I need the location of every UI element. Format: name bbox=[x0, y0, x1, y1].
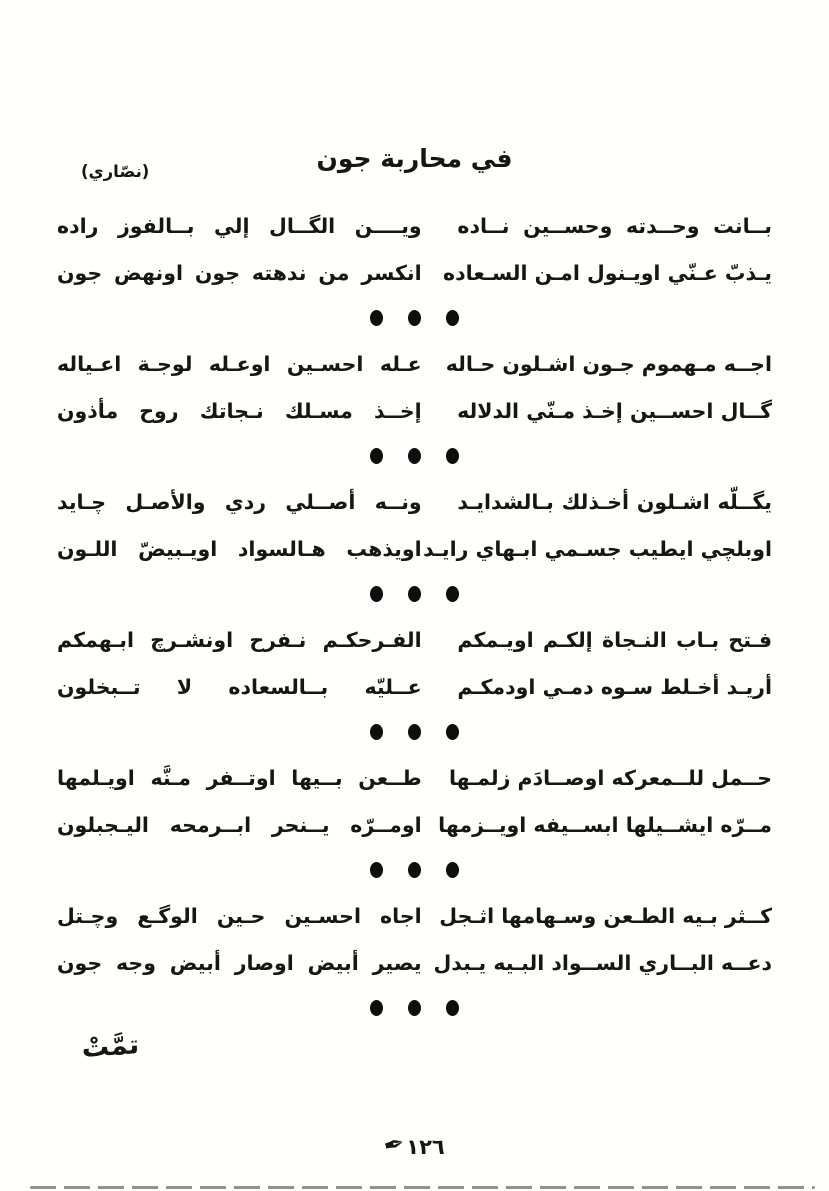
separator-dot-icon bbox=[370, 862, 383, 878]
verse-line bbox=[57, 387, 772, 434]
ajuz-hemistich: اومــرّه يــنحر ابــرمحه اليـجبلون bbox=[57, 812, 422, 837]
ajuz-hemistich: عــليّه بــالسعاده لا تــبخلون bbox=[57, 674, 422, 699]
verse-line bbox=[57, 202, 772, 249]
stanza bbox=[57, 202, 772, 296]
page-header bbox=[57, 144, 772, 202]
separator-dot-icon bbox=[408, 862, 421, 878]
stanza bbox=[57, 340, 772, 434]
verse-line bbox=[57, 340, 772, 387]
verse-line bbox=[57, 939, 772, 986]
verse-line bbox=[57, 249, 772, 296]
ajuz-hemistich: عـله احسـين اوعـله لوجـة اعـياله bbox=[57, 351, 422, 376]
verse-line bbox=[57, 616, 772, 663]
verse-line bbox=[57, 801, 772, 848]
stanza-separator bbox=[57, 434, 772, 478]
stanza-separator bbox=[57, 296, 772, 340]
verse-line bbox=[57, 892, 772, 939]
sadr-hemistich: يـذبّ عـنّي اويـنول امـن السـعاده bbox=[443, 260, 772, 285]
page-number: ١٢٦ bbox=[406, 1134, 445, 1159]
separator-dot-icon bbox=[408, 586, 421, 602]
sadr-hemistich: اوبلچي ايطيب جسـمي ابـهاي رايـد bbox=[423, 536, 772, 561]
stanza bbox=[57, 754, 772, 848]
separator-dot-icon bbox=[408, 724, 421, 740]
ajuz-hemistich: ونــه أصــلي ردي والأصـل چـايد bbox=[57, 489, 422, 514]
separator-dot-icon bbox=[446, 586, 459, 602]
sadr-hemistich: دعــه البــاري الســواد البـيه يـبدل bbox=[433, 950, 772, 975]
ajuz-hemistich: اويذهب هـالسواد اويـبيضّ اللـون bbox=[57, 536, 422, 561]
sadr-hemistich: أريـد أخـلط سـوه دمـي اودمكـم bbox=[457, 674, 772, 699]
separator-dot-icon bbox=[446, 724, 459, 740]
stanza-separator bbox=[57, 710, 772, 754]
separator-dot-icon bbox=[370, 724, 383, 740]
sadr-hemistich: حــمل للــمعركه اوصــادَم زلمـها bbox=[448, 765, 772, 790]
page-title: في محاربة جون bbox=[316, 144, 513, 173]
ajuz-hemistich: الفـرحكـم نـفرح اونشـرچ ابـهمكم bbox=[57, 627, 422, 652]
separator-dot-icon bbox=[446, 862, 459, 878]
verse-line bbox=[57, 754, 772, 801]
ornament-icon: ✒ bbox=[380, 1127, 408, 1162]
verse-line bbox=[57, 478, 772, 525]
page-footer bbox=[0, 1127, 829, 1162]
sadr-hemistich: بــانت وحــدته وحســين نــاده bbox=[457, 213, 772, 238]
ajuz-hemistich: طــعن بــيها اوتــفر مـنَّه اويـلمها bbox=[57, 765, 422, 790]
stanza bbox=[57, 616, 772, 710]
sadr-hemistich: كــثر بـيه الطـعن وسـهامها اثـجل bbox=[439, 903, 772, 928]
ajuz-hemistich: ويــــن الگــال إلي بــالفوز راده bbox=[57, 213, 422, 238]
separator-dot-icon bbox=[408, 310, 421, 326]
sadr-hemistich: مــرّه ايشــيلها ابســيفه اويــزمها bbox=[438, 812, 772, 837]
ajuz-hemistich: يصير أبيض اوصار أبيض وجه جون bbox=[57, 950, 422, 975]
sadr-hemistich: فـتح بـاب النـجاة إلكـم اويـمكم bbox=[457, 627, 772, 652]
sadr-hemistich: اجــه مـهموم جـون اشـلون حـاله bbox=[445, 351, 772, 376]
separator-dot-icon bbox=[370, 1000, 383, 1016]
ajuz-hemistich: انكسر من ندهته جون اونهض جون bbox=[57, 260, 422, 285]
attribution-label: (نصّاري) bbox=[81, 162, 150, 181]
colophon-row bbox=[57, 1030, 772, 1062]
sadr-hemistich: گــال احســين إخـذ مـنّي الدلاله bbox=[457, 398, 772, 423]
separator-dot-icon bbox=[408, 448, 421, 464]
stanza-separator bbox=[57, 986, 772, 1030]
colophon-script: تمَّتْ bbox=[80, 1030, 141, 1064]
separator-dot-icon bbox=[370, 586, 383, 602]
ajuz-hemistich: إخــذ مسـلك نـجاتك روح مأذون bbox=[57, 398, 422, 423]
separator-dot-icon bbox=[408, 1000, 421, 1016]
stanza bbox=[57, 478, 772, 572]
verse-line bbox=[57, 525, 772, 572]
separator-dot-icon bbox=[446, 448, 459, 464]
separator-dot-icon bbox=[370, 310, 383, 326]
scan-bottom-edge bbox=[30, 1186, 815, 1189]
separator-dot-icon bbox=[446, 310, 459, 326]
ajuz-hemistich: اجاه احسـين حـين الوگـع وچـتل bbox=[57, 903, 422, 928]
stanza-separator bbox=[57, 572, 772, 616]
stanza bbox=[57, 892, 772, 986]
stanza-separator bbox=[57, 848, 772, 892]
separator-dot-icon bbox=[446, 1000, 459, 1016]
separator-dot-icon bbox=[370, 448, 383, 464]
sadr-hemistich: يگــلّه اشـلون أخـذلك بـالشدايـد bbox=[457, 489, 772, 514]
verse-line bbox=[57, 663, 772, 710]
